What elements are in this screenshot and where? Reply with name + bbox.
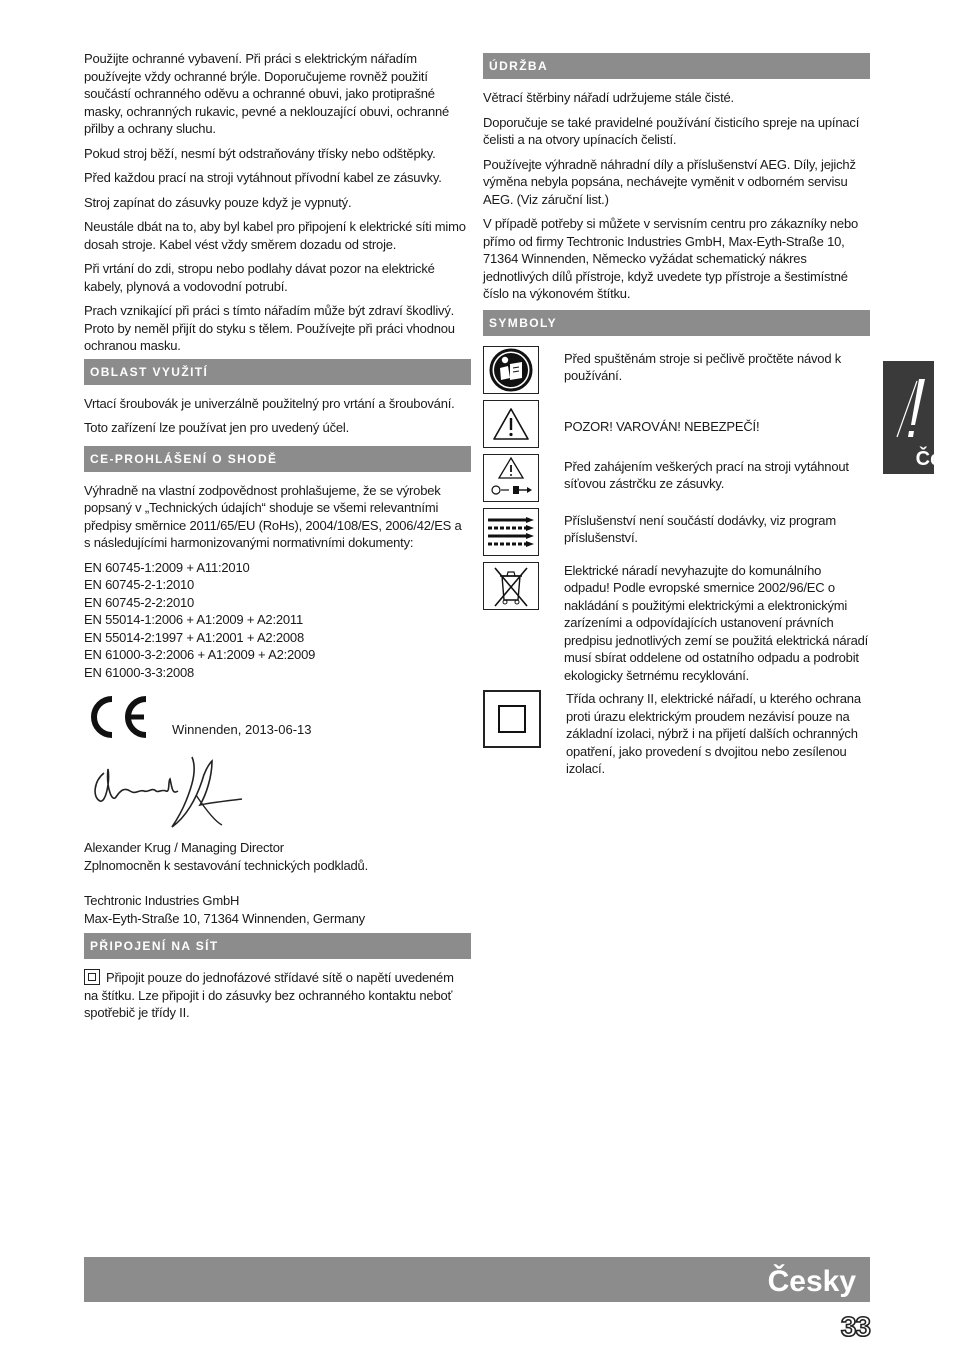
safety-paragraph: Pokud stroj běží, nesmí být odstraňovány třísky nebo odštěpky. bbox=[84, 145, 436, 161]
signature bbox=[86, 751, 471, 833]
read-manual-icon bbox=[483, 346, 539, 394]
norm-item: EN 60745-1:2009 + A11:2010 bbox=[84, 559, 250, 575]
connection-text: Připojit pouze do jednofázové střídavé sítě o napětí uvedeném na štítku. Lze připojit i do zásuvky bez ochranného kontaktu neboť spotřebič je třídy II. bbox=[84, 970, 454, 1020]
left-column bbox=[84, 50, 471, 1029]
symbol-text: POZOR! VAROVÁN! NEBEZPEČÍ! bbox=[564, 418, 760, 434]
section-heading-symbols: SYMBOLY bbox=[483, 310, 870, 336]
norm-item: EN 55014-1:2006 + A1:2009 + A2:2011 bbox=[84, 612, 304, 627]
symbol-row bbox=[483, 400, 870, 448]
symbol-text: Před zahájením veškerých prací na stroji vytáhnout síťovou zástrčku ze zásuvky. bbox=[564, 458, 849, 491]
maintenance-paragraph: Používejte výhradně náhradní díly a příslušenství AEG. Díly, jejichž výměna nebyla popsána, nechávejte vyměnit v odborném servisu AEG. (Viz záruční list.) bbox=[483, 156, 856, 207]
class-ii-small-icon bbox=[84, 969, 100, 985]
section-heading-maintenance: ÚDRŽBA bbox=[483, 53, 870, 79]
ce-mark-row bbox=[84, 691, 471, 739]
connection-paragraph bbox=[84, 969, 471, 1022]
side-tab-label: Čes bbox=[915, 448, 953, 470]
norm-item: EN 60745-2-1:2010 bbox=[84, 577, 195, 592]
signature-icon bbox=[86, 751, 256, 833]
safety-paragraph: Před každou prací na stroji vytáhnout přívodní kabel ze zásuvky. bbox=[84, 170, 442, 185]
symbol-row bbox=[483, 346, 870, 394]
section-heading-usage: OBLAST VYUŽITÍ bbox=[84, 359, 471, 385]
maintenance-paragraph: V případě potřeby si můžete v servisním centru pro zákazníky nebo přímo od firmy Techtronic Industries GmbH, Max-Eyth-Straße 10, 71364 Winnenden, Německo vyžádat schematický nákres jednotlivých dílů přístroje, když uvedete typ přístroje a šestimístné číslo na výkonovém štítku. bbox=[483, 216, 859, 301]
company-name: Techtronic Industries GmbH bbox=[84, 893, 240, 908]
exclamation-icon bbox=[883, 367, 934, 447]
declaration-date: Winnenden, 2013-06-13 bbox=[172, 722, 312, 737]
symbol-row bbox=[483, 454, 870, 502]
symbol-text: Třída ochrany II, elektrické nářadí, u kterého ochrana proti úrazu elektrickým proudem nezávisí pouze na základní izolaci, nýbrž i na přijetí dalších ochranných opatření, jako provedení s dvojitou nebo zesílenou izolací. bbox=[566, 691, 861, 776]
maintenance-paragraph: Větrací štěrbiny nářadí udržujeme stále čisté. bbox=[483, 90, 734, 105]
symbol-text: Elektrické náradí nevyhazujte do komunálního odpadu! Podle evropské smernice 2002/96/EC o nakládání s použitými elektrickými a elektronickými zarízeními a odpovídajících ustanovení právních predpisu jednotlivých zemí se použitá elektrická náradí musí sbírat oddelene od ostatního odpadu a podrobit ekologicky šetrnému recyklování. bbox=[564, 562, 869, 683]
norm-item: EN 61000-3-2:2006 + A1:2009 + A2:2009 bbox=[84, 647, 316, 662]
company-address: Max-Eyth-Straße 10, 71364 Winnenden, Germany bbox=[84, 910, 365, 926]
norms-list bbox=[84, 559, 471, 682]
maintenance-paragraph: Doporučuje se také pravidelné používání čisticího spreje na upínací čelisti a na otvory upínacích čelistí. bbox=[483, 114, 860, 147]
safety-paragraph: Neustále dbát na to, aby byl kabel pro připojení k elektrické síti mimo dosah stroje. Kabel vést vždy směrem dozadu od stroje. bbox=[84, 219, 466, 252]
symbol-row bbox=[483, 562, 870, 685]
safety-paragraph: Prach vznikající při práci s tímto nářadím může být zdraví škodlivý. Proto by neměl přijít do styku s tělem. Používejte při práci vhodnou ochranou masku. bbox=[84, 303, 455, 353]
signer-role: Zplnomocněn k sestavování technických podkladů. bbox=[84, 857, 368, 873]
weee-bin-icon bbox=[483, 562, 539, 610]
section-heading-connection: PŘIPOJENÍ NA SÍT bbox=[84, 933, 471, 959]
norm-item: EN 61000-3-3:2008 bbox=[84, 664, 195, 680]
warning-triangle-icon bbox=[483, 400, 539, 448]
page-number: 33 bbox=[840, 1311, 870, 1342]
footer-language: Česky bbox=[767, 1265, 856, 1298]
usage-paragraph: Toto zařízení lze používat jen pro uvedený účel. bbox=[84, 420, 350, 435]
norm-item: EN 55014-2:1997 + A1:2001 + A2:2008 bbox=[84, 629, 304, 645]
symbol-text: Příslušenství není součástí dodávky, viz program příslušenství. bbox=[564, 512, 836, 545]
safety-paragraph: Stroj zapínat do zásuvky pouze když je vypnutý. bbox=[84, 194, 352, 210]
ce-mark-icon bbox=[84, 695, 150, 739]
accessories-icon bbox=[483, 508, 539, 556]
safety-paragraph: Použijte ochranné vybavení. Při práci s elektrickým nářadím používejte vždy ochranné brýle. Doporučujeme rovněž použití součástí ochranného oděvu a ochranné obuvi, jako protiprašné masky, ochranných rukavic, pevné a neklouzající obuvi, ochranné přilby a ochrany sluchu. bbox=[84, 51, 450, 136]
unplug-warning-icon bbox=[483, 454, 539, 502]
class-ii-icon bbox=[483, 690, 541, 748]
symbol-row bbox=[483, 690, 870, 778]
symbol-text: Před spuštěnám stroje si pečlivě pročtěte návod k používání. bbox=[564, 350, 842, 383]
symbol-row bbox=[483, 508, 870, 556]
ce-declaration-text: Výhradně na vlastní zodpovědnost prohlašujeme, že se výrobek popsaný v „Technických údajích“ shoduje se všemi relevantními předpisy směrnice 2011/65/EU (RoHs), 2004/108/ES, 2006/42/ES a s následujícími harmonizovanými normativními dokumenty: bbox=[84, 482, 462, 550]
footer-language-bar bbox=[84, 1257, 870, 1302]
section-heading-ce: CE-PROHLÁŠENÍ O SHODĚ bbox=[84, 446, 471, 472]
usage-paragraph: Vrtací šroubovák je univerzálně použitelný pro vrtání a šroubování. bbox=[84, 395, 455, 411]
safety-paragraph: Při vrtání do zdi, stropu nebo podlahy dávat pozor na elektrické kabely, plynová a vodovodní potrubí. bbox=[84, 261, 435, 294]
signer-name: Alexander Krug / Managing Director bbox=[84, 840, 284, 855]
norm-item: EN 60745-2-2:2010 bbox=[84, 594, 195, 610]
right-column bbox=[483, 53, 870, 784]
language-side-tab bbox=[883, 361, 953, 474]
